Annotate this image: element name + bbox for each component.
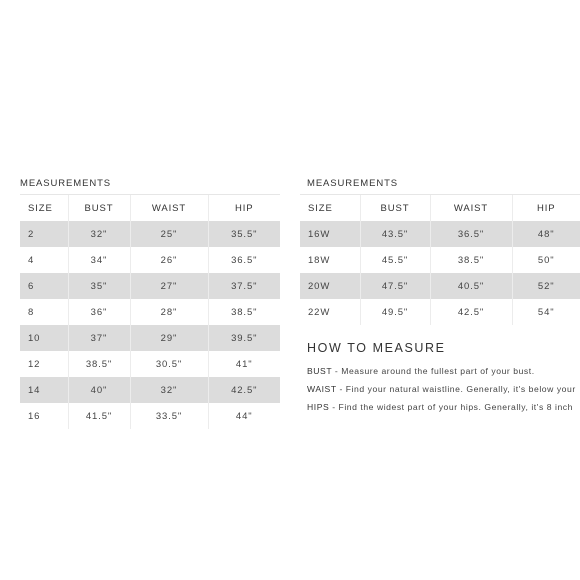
right-table-title: MEASUREMENTS (307, 178, 399, 189)
measure-instruction-waist (307, 384, 576, 394)
table-cell: 18W (308, 254, 331, 266)
table-cell: 39.5" (208, 325, 280, 351)
table-cell: 16W (300, 221, 360, 247)
measure-term: HIPS (307, 402, 330, 412)
left-table-title: MEASUREMENTS (20, 178, 112, 189)
table-cell: 25" (130, 221, 208, 247)
table-row (20, 299, 280, 325)
table-cell: 34" (68, 247, 130, 273)
measure-text: - Find your natural waistline. Generally, it's below your (336, 384, 576, 394)
measure-text: - Measure around the fullest part of your bust. (331, 366, 535, 376)
table-cell: 41.5" (68, 403, 130, 429)
column-header: WAIST (430, 195, 512, 222)
table-cell: 52" (512, 273, 580, 299)
table-cell: 40" (68, 377, 130, 403)
column-header: WAIST (130, 195, 208, 222)
table-cell: 36.5" (430, 221, 512, 247)
measure-text: - Find the widest part of your hips. Generally, it's 8 inch (329, 402, 573, 412)
table-cell: 4 (28, 254, 35, 266)
column-header: SIZE (20, 195, 68, 222)
table-cell: 42.5" (430, 299, 512, 325)
measure-term: BUST (307, 366, 332, 376)
table-cell: 47.5" (360, 273, 430, 299)
table-cell: 12 (28, 358, 41, 370)
table-cell: 38.5" (430, 247, 512, 273)
table-cell: 38.5" (68, 351, 130, 377)
table-cell: 45.5" (360, 247, 430, 273)
table-cell: 32" (68, 221, 130, 247)
size-chart-table-plus (300, 194, 580, 325)
table-cell: 8 (28, 306, 35, 318)
table-cell: 37" (68, 325, 130, 351)
table-cell: 16 (28, 410, 41, 422)
table-cell: 32" (130, 377, 208, 403)
table-cell: 50" (512, 247, 580, 273)
table-row (20, 247, 280, 273)
table-row (20, 221, 280, 247)
table-row (300, 273, 580, 299)
table-cell: 41" (208, 351, 280, 377)
column-header: BUST (360, 195, 430, 222)
table-cell: 36" (68, 299, 130, 325)
table-cell: 36.5" (208, 247, 280, 273)
table-cell: 33.5" (130, 403, 208, 429)
table-row (20, 377, 280, 403)
table-cell: 14 (20, 377, 68, 403)
table-cell: 20W (300, 273, 360, 299)
table-row (20, 273, 280, 299)
table-cell: 28" (130, 299, 208, 325)
column-header: HIP (512, 195, 580, 222)
table-row (20, 403, 280, 429)
table-cell: 37.5" (208, 273, 280, 299)
table-cell: 43.5" (360, 221, 430, 247)
table-cell: 42.5" (208, 377, 280, 403)
measure-term: WAIST (307, 384, 337, 394)
table-cell: 54" (512, 299, 580, 325)
table-cell: 44" (208, 403, 280, 429)
table-cell: 48" (512, 221, 580, 247)
table-cell: 27" (130, 273, 208, 299)
table-cell: 40.5" (430, 273, 512, 299)
table-cell: 38.5" (208, 299, 280, 325)
table-cell: 49.5" (360, 299, 430, 325)
table-row (20, 351, 280, 377)
how-to-measure-heading: HOW TO MEASURE (307, 341, 446, 355)
table-row (300, 247, 580, 273)
table-row (300, 299, 580, 325)
column-header: HIP (208, 195, 280, 222)
measure-instruction-bust (307, 366, 535, 376)
table-cell: 22W (308, 306, 331, 318)
column-header: SIZE (300, 195, 360, 222)
table-cell: 2 (20, 221, 68, 247)
table-row (20, 325, 280, 351)
table-row (300, 221, 580, 247)
measure-instruction-hips (307, 402, 573, 412)
table-cell: 10 (20, 325, 68, 351)
table-cell: 26" (130, 247, 208, 273)
size-chart-table-regular (20, 194, 280, 429)
table-cell: 6 (20, 273, 68, 299)
table-cell: 29" (130, 325, 208, 351)
table-cell: 35.5" (208, 221, 280, 247)
table-cell: 35" (68, 273, 130, 299)
column-header: BUST (68, 195, 130, 222)
table-cell: 30.5" (130, 351, 208, 377)
